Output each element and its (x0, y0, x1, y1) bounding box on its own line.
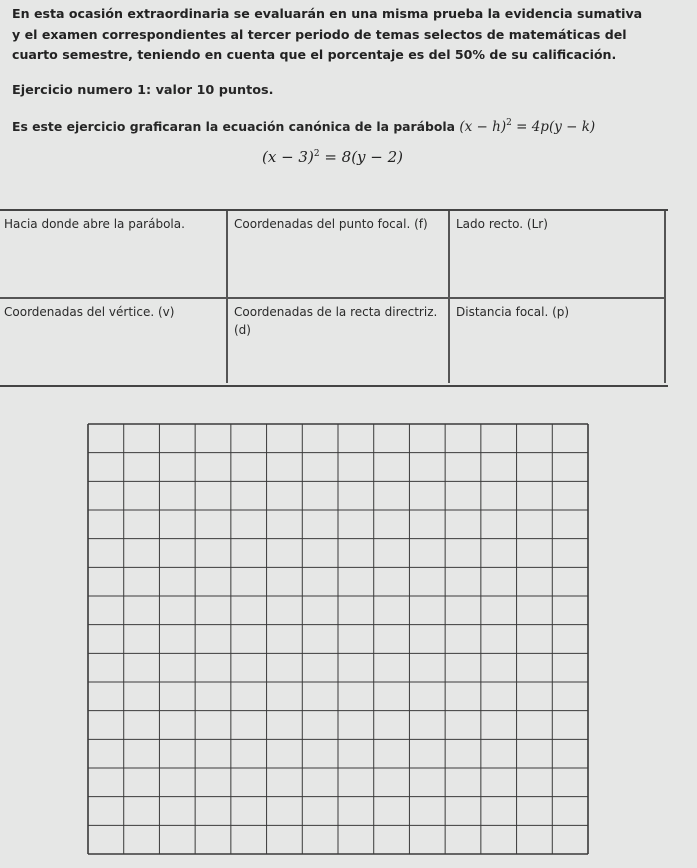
cell-focus[interactable] (226, 211, 448, 297)
instruction-text: Es este ejercicio graficaran la ecuación canónica de la parábola (12, 119, 456, 134)
cell-latus-rectum[interactable] (448, 211, 666, 297)
intro-line-2: y el examen correspondientes al tercer periodo de temas selectos de matemáticas del (12, 26, 627, 42)
intro-line-1: En esta ocasión extraordinaria se evaluarán en una misma prueba la evidencia sumativa (12, 6, 643, 21)
label-focal-distance: Distancia focal. (p) (456, 305, 570, 319)
intro-line-3: cuarto semestre, teniendo en cuenta que el porcentaje es del 50% de su calificación. (12, 47, 617, 62)
graph-grid-area[interactable] (84, 420, 614, 860)
cell-opens-toward[interactable] (0, 211, 226, 297)
exercise-title: Ejercicio numero 1: valor 10 puntos. (12, 83, 274, 98)
answer-table (0, 209, 668, 387)
exercise-instruction (12, 118, 595, 135)
parabola-equation: $(x - 3)^2 = 8(y - 2)$ (262, 148, 404, 166)
label-vertex: Coordenadas del vértice. (v) (4, 305, 175, 319)
general-form-formula: $(x - h)^2 = 4p(y - k)$ (459, 118, 596, 135)
label-latus-rectum: Lado recto. (Lr) (456, 217, 548, 231)
intro-paragraph (12, 4, 682, 66)
label-directrix: Coordenadas de la recta directriz. (d) (234, 305, 438, 337)
graph-grid[interactable] (84, 420, 614, 860)
cell-vertex[interactable] (0, 297, 226, 383)
cell-focal-distance[interactable] (448, 297, 666, 383)
cell-directrix[interactable] (226, 297, 448, 383)
label-focus: Coordenadas del punto focal. (f) (234, 217, 428, 231)
label-opens-toward: Hacia donde abre la parábola. (4, 217, 185, 231)
